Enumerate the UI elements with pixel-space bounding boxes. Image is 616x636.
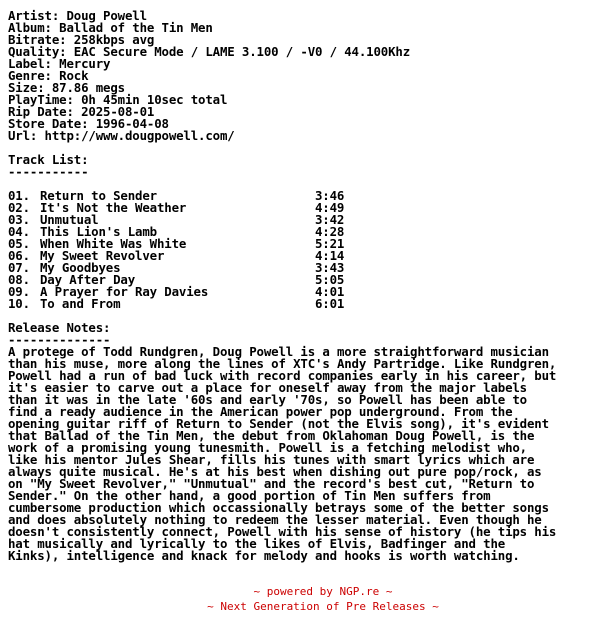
release-notes-line: opening guitar riff of Return to Sender (not the Elvis song), it's evident	[8, 416, 549, 431]
track-time: 4:01	[315, 284, 345, 299]
track-time: 6:01	[315, 296, 345, 311]
track-list	[8, 190, 610, 310]
track-title: Day After Day	[40, 272, 136, 287]
track-number: 03.	[8, 212, 30, 227]
track-title: To and From	[40, 296, 121, 311]
track-time: 3:46	[315, 188, 345, 203]
release-notes-line: on "My Sweet Revolver," "Unmutual" and the record's best cut, "Return to	[8, 476, 535, 491]
label-line: Label: Mercury	[8, 56, 111, 71]
track-number: 04.	[8, 224, 30, 239]
release-notes-body	[8, 346, 610, 562]
release-notes-heading: Release Notes:	[8, 320, 111, 335]
size-line: Size: 87.86 megs	[8, 80, 125, 95]
track-time: 5:05	[315, 272, 345, 287]
track-row	[8, 202, 610, 214]
bitrate-line: Bitrate: 258kbps avg	[8, 32, 155, 47]
track-number: 08.	[8, 272, 30, 287]
release-notes-line: work of a promising young tunesmith. Powell is a fetching melodist who,	[8, 440, 527, 455]
genre-line: Genre: Rock	[8, 68, 89, 83]
footer-tagline: ~ Next Generation of Pre Releases ~	[207, 600, 439, 613]
quality-line: Quality: EAC Secure Mode / LAME 3.100 / -V0 / 44.100Khz	[8, 44, 411, 59]
release-notes-line: Sender." On the other hand, a good portion of Tin Men suffers from	[8, 488, 491, 503]
track-time: 4:49	[315, 200, 345, 215]
track-time: 5:21	[315, 236, 345, 251]
track-title: When White Was White	[40, 236, 187, 251]
track-time: 4:28	[315, 224, 345, 239]
footer-powered-by: ~ powered by NGP.re ~	[253, 585, 393, 598]
release-notes-line: always quite musical. He's at his best when dishing out pure pop/rock, as	[8, 464, 542, 479]
release-notes-line: cumbersome production which occassionally betrays some of the better songs	[8, 500, 549, 515]
track-title: Return to Sender	[40, 188, 157, 203]
track-title: A Prayer for Ray Davies	[40, 284, 209, 299]
release-notes-line: than his muse, more along the lines of XTC's Andy Partridge. Like Rundgren,	[8, 356, 557, 371]
release-notes-line: Kinks), intelligence and knack for melody and hooks is worth watching.	[8, 548, 520, 563]
track-time: 4:14	[315, 248, 345, 263]
release-notes-line: hat musically and lyrically to the likes of Elvis, Badfinger and the	[8, 536, 506, 551]
release-notes-divider: --------------	[8, 332, 111, 347]
release-notes-line: Powell had a run of bad luck with record companies early in his career, but	[8, 368, 557, 383]
tracklist-divider: -----------	[8, 164, 89, 179]
track-title: My Goodbyes	[40, 260, 121, 275]
track-number: 10.	[8, 296, 30, 311]
rip-date-line: Rip Date: 2025-08-01	[8, 104, 155, 119]
url-line: Url: http://www.dougpowell.com/	[8, 128, 235, 143]
track-title: This Lion's Lamb	[40, 224, 157, 239]
track-number: 06.	[8, 248, 30, 263]
track-time: 3:43	[315, 260, 345, 275]
playtime-line: PlayTime: 0h 45min 10sec total	[8, 92, 228, 107]
track-number: 09.	[8, 284, 30, 299]
spacer	[8, 142, 610, 154]
release-notes-line: than it was in the late '60s and early '70s, so Powell has been able to	[8, 392, 527, 407]
release-notes-line: and does absolutely nothing to redeem the lesser material. Even though he	[8, 512, 542, 527]
store-date-line: Store Date: 1996-04-08	[8, 116, 169, 131]
track-title: Unmutual	[40, 212, 99, 227]
release-notes-line: doesn't consistently connect, Powell with his sense of history (he tips his	[8, 524, 557, 539]
tracklist-heading: Track List:	[8, 152, 89, 167]
track-row	[8, 298, 610, 310]
track-number: 05.	[8, 236, 30, 251]
release-notes-line: find a ready audience in the American power pop underground. From the	[8, 404, 513, 419]
release-notes-line: A protege of Todd Rundgren, Doug Powell is a more straightforward musician	[8, 344, 549, 359]
track-title: It's Not the Weather	[40, 200, 187, 215]
album-line: Album: Ballad of the Tin Men	[8, 20, 213, 35]
release-notes-line: like his mentor Jules Shear, fills his tunes with smart lyrics which are	[8, 452, 535, 467]
release-notes-line: that Ballad of the Tin Men, the debut from Oklahoman Doug Powell, is the	[8, 428, 535, 443]
release-notes-line: it's easier to carve out a place for oneself away from the major labels	[8, 380, 527, 395]
artist-line: Artist: Doug Powell	[8, 8, 147, 23]
track-time: 3:42	[315, 212, 345, 227]
track-number: 02.	[8, 200, 30, 215]
nfo-document	[8, 10, 610, 562]
track-number: 07.	[8, 260, 30, 275]
track-number: 01.	[8, 188, 30, 203]
track-title: My Sweet Revolver	[40, 248, 165, 263]
